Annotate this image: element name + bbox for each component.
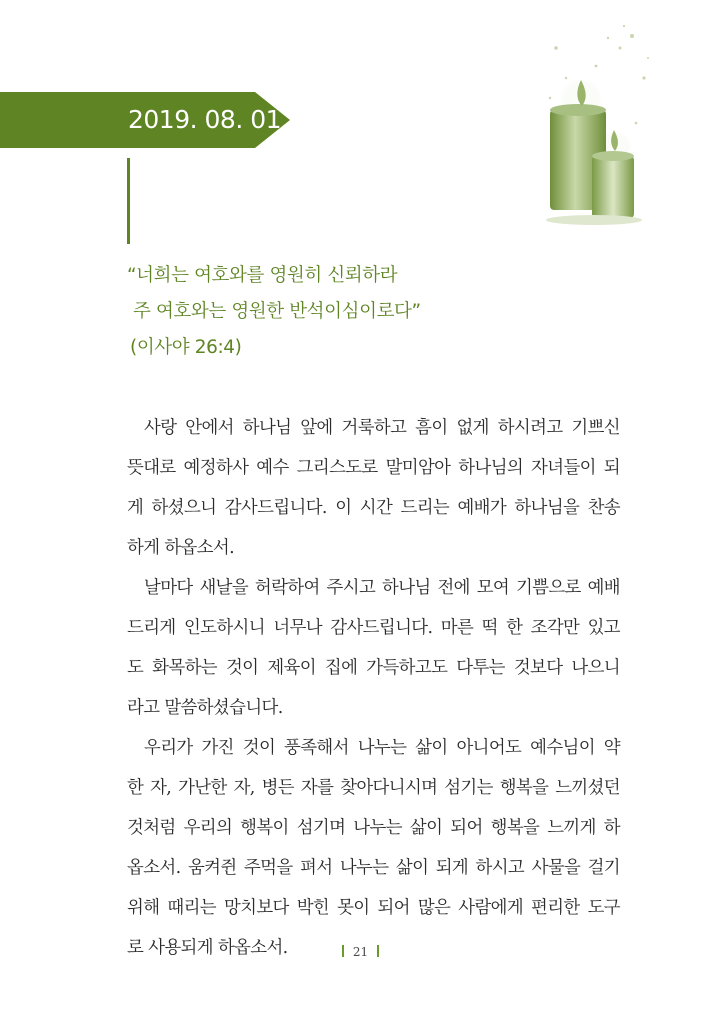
body-line: 로 사용되게 하옵소서.: [127, 938, 288, 958]
page-number-value: 21: [352, 945, 369, 959]
verse-reference: (이사야 26:4): [130, 337, 242, 358]
body-line: 우리가 가진 것이 풍족해서 나누는 삶이 아니어도 예수님이 약: [144, 738, 620, 758]
body-line: 게 하셨으니 감사드립니다. 이 시간 드리는 예배가 하나님을 찬송: [127, 498, 620, 518]
prayer-body: [127, 408, 620, 968]
body-line: 위해 때리는 망치보다 박힌 못이 되어 많은 사람에게 편리한 도구: [127, 898, 620, 918]
page-number: [0, 945, 721, 959]
body-line: 라고 말씀하셨습니다.: [127, 698, 283, 718]
verse-line: 주 여호와는 영원한 반석이심이로다”: [133, 301, 421, 322]
body-line: 것처럼 우리의 행복이 섬기며 나누는 삶이 되어 행복을 느끼게 하: [127, 818, 620, 838]
body-line: 한 자, 가난한 자, 병든 자를 찾아다니시며 섬기는 행복을 느끼셨던: [127, 778, 620, 798]
candles-illustration: [536, 18, 656, 228]
date-label: 2019. 08. 01.: [128, 105, 289, 134]
verse-line: “너희는 여호와를 영원히 신뢰하라: [127, 265, 398, 286]
body-line: 하게 하옵소서.: [127, 538, 235, 558]
body-line: 사랑 안에서 하나님 앞에 거룩하고 흠이 없게 하시려고 기쁘신: [144, 418, 620, 438]
body-line: 옵소서. 움켜쥔 주먹을 펴서 나누는 삶이 되게 하시고 사물을 걸기: [127, 858, 620, 878]
body-line: 뜻대로 예정하사 예수 그리스도로 말미암아 하나님의 자녀들이 되: [127, 458, 620, 478]
body-line: 드리게 인도하시니 너무나 감사드립니다. 마른 떡 한 조각만 있고: [127, 618, 620, 638]
page-number-divider: [377, 945, 379, 957]
body-line: 도 화목하는 것이 제육이 집에 가득하고도 다투는 것보다 나으니: [127, 658, 620, 678]
scripture-verse: [127, 258, 547, 366]
body-line: 날마다 새날을 허락하여 주시고 하나님 전에 모여 기쁨으로 예배: [144, 578, 620, 598]
page-number-divider: [342, 945, 344, 957]
accent-vertical-line: [127, 158, 130, 244]
